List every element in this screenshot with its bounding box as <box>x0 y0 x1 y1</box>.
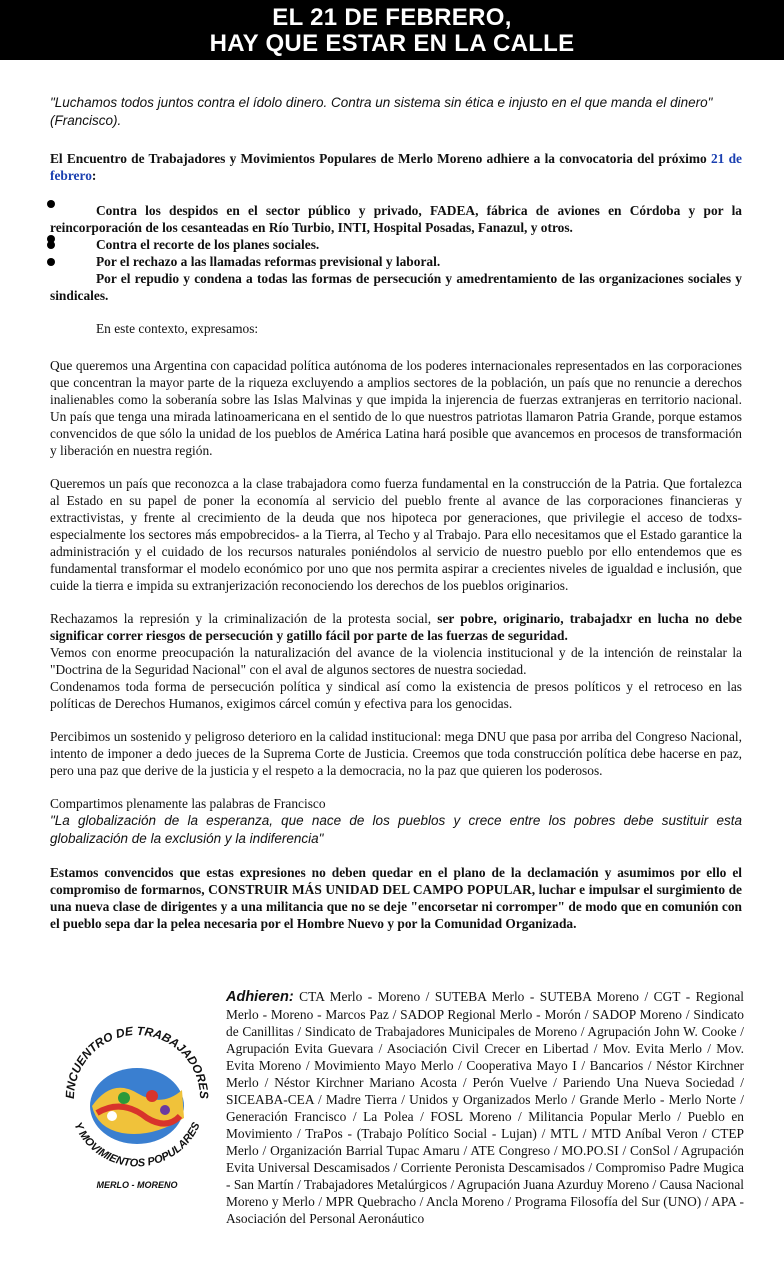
paragraph-repression <box>50 610 742 644</box>
bullet-dot-icon <box>47 258 55 266</box>
adhesions-label: Adhieren: <box>226 989 294 1005</box>
adhesions-list <box>226 988 744 1227</box>
adhesions-text: CTA Merlo - Moreno / SUTEBA Merlo - SUTEBA Moreno / CGT - Regional Merlo - Moreno - Marcos Paz / SADOP Regional Merlo - Morón / SADOP Moreno / Sindicato de Canillitas / Sindicato de Trabajadores Municipales de Moreno / Agrupación John W. Cooke / Agrupación Evita Guevara / Asociación Civil Crecer en Libertad / Mov. Evita Merlo / Mov. Evita Moreno / Movimiento Mayo Merlo / Cooperativa Mayo I / Bancarios / Néstor Kirchner Merlo / Néstor Kirchner Mariano Acosta / Perón Vuelve / Pariendo Una Nueva Sociedad / SICEABA-CEA / Madre Tierra / Unidos y Organizados Merlo / Grande Merlo - Merlo Norte / Generación Francisco / La Polea / FOSL Moreno / Militancia Popular Merlo / Pueblo en Movimiento / TraPos - (Trabajo Político Social - Lujan) / MTL / MTD Aníbal Veron / CTEP Merlo / Organización Barrial Tupac Amaru / ATE Congreso / MO.PO.SI / ConSol / Agrupación Evita Universal Descamisados / Corriente Peronista Descamisados / Compromiso Padre Mugica - San Martín / Trabajadores Metalúrgicos / Agrupación Juana Azurduy Moreno / Causa Nacional Moreno y Merlo / MPR Quebracho / Ancla Moreno / Programa Filosofía del Sur (UNO) / APA - Asociación del Personal Aeronáutico <box>226 989 744 1226</box>
bullet-dot-icon <box>47 200 55 208</box>
document-body <box>50 94 742 932</box>
closing-statement: Estamos convencidos que estas expresiones no deben quedar en el plano de la declamación y asumimos por ello el compromiso de formarnos, CONSTRUIR MÁS UNIDAD DEL CAMPO POPULAR, luchar e impulsar el surgimiento de una nueva clase de dirigentes y a una militancia que no se deje "encorsetar ni corromper" de modo que en comunión con el pueblo sepa dar la pelea necesaria por el Hombre Nuevo y por la Comunidad Organizada. <box>50 865 742 931</box>
francisco-quote: "La globalización de la esperanza, que nace de los pueblos y crece entre los pobres debe sustituir esta globalización de la exclusión y la indiferencia" <box>50 813 742 846</box>
headline-banner <box>0 0 784 60</box>
bullet-dot-icon <box>47 241 55 249</box>
adhesion-text: El Encuentro de Trabajadores y Movimientos Populares de Merlo Moreno adhiere a la convocatoria del próximo <box>50 151 711 166</box>
demand-text: Por el rechazo a las llamadas reformas previsional y laboral. <box>96 254 441 269</box>
organization-logo <box>52 998 222 1198</box>
repression-bold-text: ser pobre, originario, trabajadxr en lucha no debe significar correr riesgos de persecución y gatillo fácil por parte de las fuerzas de seguridad. <box>50 611 742 643</box>
demand-text: Contra los despidos en el sector público y privado, FADEA, fábrica de aviones en Córdoba y por la reincorporación de los cesanteadas en Río Turbio, INTI, Hospital Posadas, Fanazul, y otros. <box>50 203 742 235</box>
francisco-intro: Compartimos plenamente las palabras de Francisco <box>50 796 326 811</box>
logo-place-text: MERLO - MORENO <box>96 1180 178 1190</box>
intro-quote: "Luchamos todos juntos contra el ídolo dinero. Contra un sistema sin ética e injusto en el que manda el dinero" (Francisco). <box>50 95 713 128</box>
repression-text: Rechazamos la represión y la criminalización de la protesta social, <box>50 611 438 626</box>
headline-line-1: EL 21 DE FEBRERO, <box>272 4 512 31</box>
paragraph-workers: Queremos un país que reconozca a la clase trabajadora como fuerza fundamental en la construcción de la Patria. Que fortalezca al Estado en su papel de poner la economía al servicio del pueblo frente al avance de las corporaciones financieras y extractivistas, y frente al crecimiento de la deuda que nos hipoteca por generaciones, que privilegie el acceso de todxs- especialmente los sectores más empobrecidos- a la Tierra, al Techo y al Trabajo. Para ello necesitamos que el Estado garantice la administración y el cuidado de los recursos naturales poniéndolos al servicio de nuestro pueblo por ello entendemos que es fundamental transformar el modelo económico por uno que nos permita aspirar a crecientes niveles de igualdad e inclusión, que cuide la tierra e impida su extranjerización reconociendo los derechos de los pueblos originarios. <box>50 476 742 593</box>
paragraph-doctrine: Vemos con enorme preocupación la naturalización del avance de la violencia institucional y de la intención de reinstalar la "Doctrina de la Seguridad Nacional" con el aval de algunos sectores de nuestra sociedad. <box>50 645 742 677</box>
logo-bottom-text: Y MOVIMIENTOS POPULARES <box>71 1120 203 1170</box>
demand-item <box>50 202 742 236</box>
demands-list <box>50 202 742 304</box>
demand-item <box>50 236 742 253</box>
demand-item <box>50 253 742 270</box>
paragraph-condemn: Condenamos toda forma de persecución política y sindical así como la existencia de presos políticos y el retroceso en las políticas de Derechos Humanos, exigimos cárcel común y efectiva para los genocidas. <box>50 679 742 711</box>
adhesion-date: 21 de febrero <box>50 151 742 183</box>
adhesion-statement <box>50 150 742 184</box>
logo-top-text: ENCUENTRO DE TRABAJADORES <box>62 1023 212 1100</box>
paragraph-argentina: Que queremos una Argentina con capacidad política autónoma de los poderes internacionales representados en las corporaciones que concentran la mayor parte de la riqueza excluyendo a amplios sectores de la población, un país que no renuncie a derechos inalienables como la soberanía sobre las Islas Malvinas y que impida la injerencia de fuerzas extranjeras en territorio nacional. Un país que tenga una mirada latinoamericana en el sentido de lo que nuestros patriotas llamaron Patria Grande, porque estamos convencidos de que sólo la unidad de los pueblos de América Latina hará posible que avancemos en procesos de transformación y liberación en nuestra región. <box>50 358 742 458</box>
demand-text: Contra el recorte de los planes sociales. <box>96 237 320 252</box>
headline-line-2: HAY QUE ESTAR EN LA CALLE <box>209 30 575 57</box>
demand-text: Por el repudio y condena a todas las formas de persecución y amedrentamiento de las organizaciones sociales y sindicales. <box>50 271 742 303</box>
context-line: En este contexto, expresamos: <box>96 321 259 336</box>
demand-item <box>50 270 742 304</box>
adhesion-colon: : <box>91 168 97 183</box>
paragraph-institutional: Percibimos un sostenido y peligroso deterioro en la calidad institucional: mega DNU que pasa por arriba del Congreso Nacional, intento de imponer a dedo jueces de la Suprema Corte de Justicia. Creemos que toda construcción política debe hacerse en paz, pero una paz que derive de la justicia y el respeto a la democracia, no la paz que quieren los poderosos. <box>50 729 742 778</box>
